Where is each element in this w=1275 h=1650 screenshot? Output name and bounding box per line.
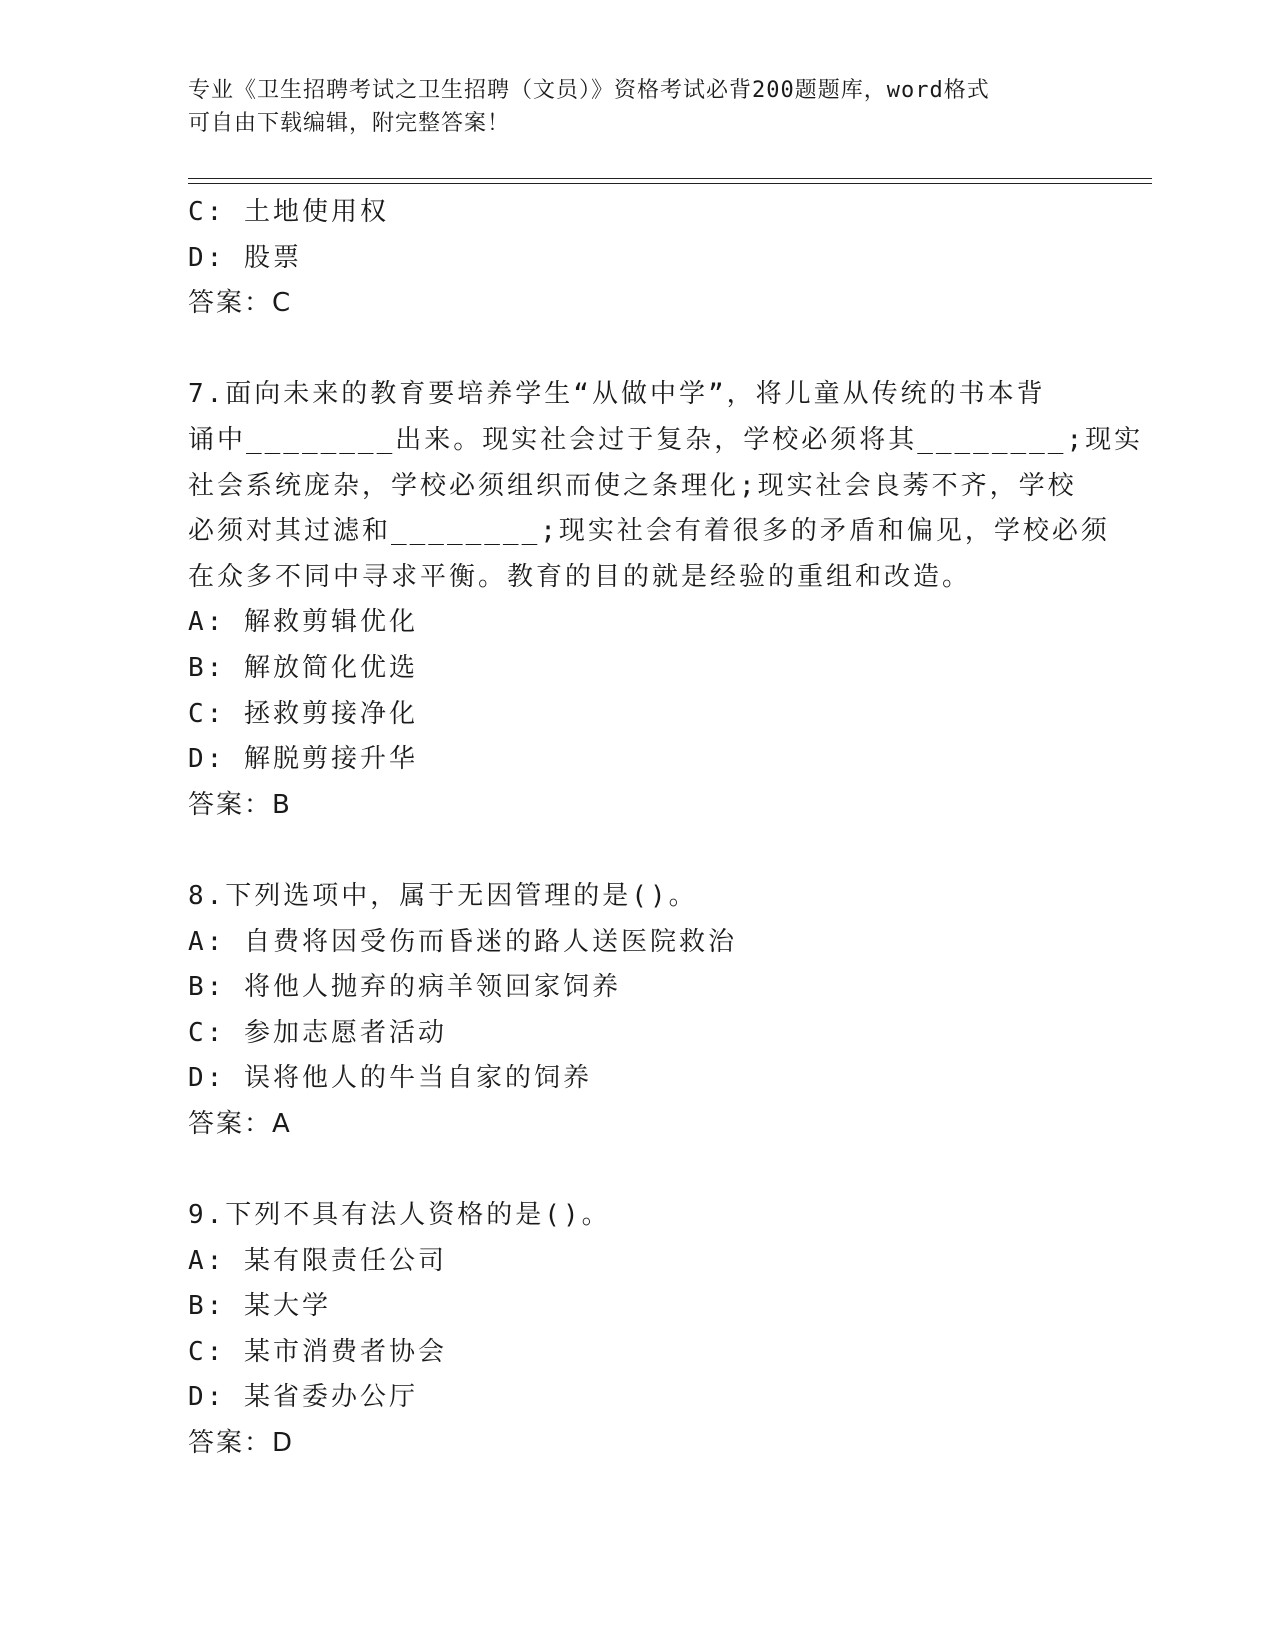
answer-line: 答案：A <box>188 1108 292 1139</box>
question-stem-line: 必须对其过滤和________;现实社会有着很多的矛盾和偏见，学校必须 <box>188 516 1110 547</box>
spacer <box>188 1147 1088 1193</box>
answer-line: 答案：B <box>188 789 292 820</box>
document-header <box>188 74 1088 140</box>
option-c: C: 参加志愿者活动 <box>188 1017 447 1048</box>
question-stem-line: 在众多不同中寻求平衡。教育的目的就是经验的重组和改造。 <box>188 561 972 592</box>
option-d: D: 股票 <box>188 242 302 273</box>
option-b: B: 某大学 <box>188 1291 331 1322</box>
option-d: D: 某省委办公厅 <box>188 1382 418 1413</box>
question-stem-line: 7.面向未来的教育要培养学生“从做中学”，将儿童从传统的书本背 <box>188 379 1046 410</box>
question-stem-line: 诵中________出来。现实社会过于复杂，学校必须将其________;现实 <box>188 424 1144 455</box>
answer-line: 答案：C <box>188 288 293 319</box>
question-9 <box>188 1193 1088 1467</box>
question-7 <box>188 372 1144 828</box>
question-stem-line: 8.下列选项中，属于无因管理的是()。 <box>188 880 698 911</box>
question-content <box>188 190 1144 1467</box>
header-line-2: 可自由下载编辑，附完整答案！ <box>188 111 511 136</box>
header-line-1: 专业《卫生招聘考试之卫生招聘（文员）》资格考试必背200题题库，word格式 <box>188 78 990 103</box>
previous-question-tail <box>188 190 1088 327</box>
option-d: D: 解脱剪接升华 <box>188 744 418 775</box>
option-b: B: 将他人抛弃的病羊领回家饲养 <box>188 972 621 1003</box>
option-d: D: 误将他人的牛当自家的饲养 <box>188 1063 592 1094</box>
option-b: B: 解放简化优选 <box>188 652 418 683</box>
question-stem-line: 社会系统庞杂，学校必须组织而使之条理化;现实社会良莠不齐，学校 <box>188 470 1077 501</box>
spacer <box>188 828 1088 874</box>
option-c: C: 某市消费者协会 <box>188 1336 447 1367</box>
option-a: A: 自费将因受伤而昏迷的路人送医院救治 <box>188 926 737 957</box>
spacer <box>188 327 1088 373</box>
option-c: C: 土地使用权 <box>188 197 389 227</box>
question-8 <box>188 874 1088 1148</box>
answer-line: 答案：D <box>188 1428 295 1459</box>
option-a: A: 某有限责任公司 <box>188 1245 447 1276</box>
question-stem-line: 9.下列不具有法人资格的是()。 <box>188 1200 611 1231</box>
header-divider-bottom <box>188 183 1152 184</box>
option-c: C: 拯救剪接净化 <box>188 698 418 729</box>
header-divider-top <box>188 178 1152 179</box>
option-a: A: 解救剪辑优化 <box>188 607 418 638</box>
